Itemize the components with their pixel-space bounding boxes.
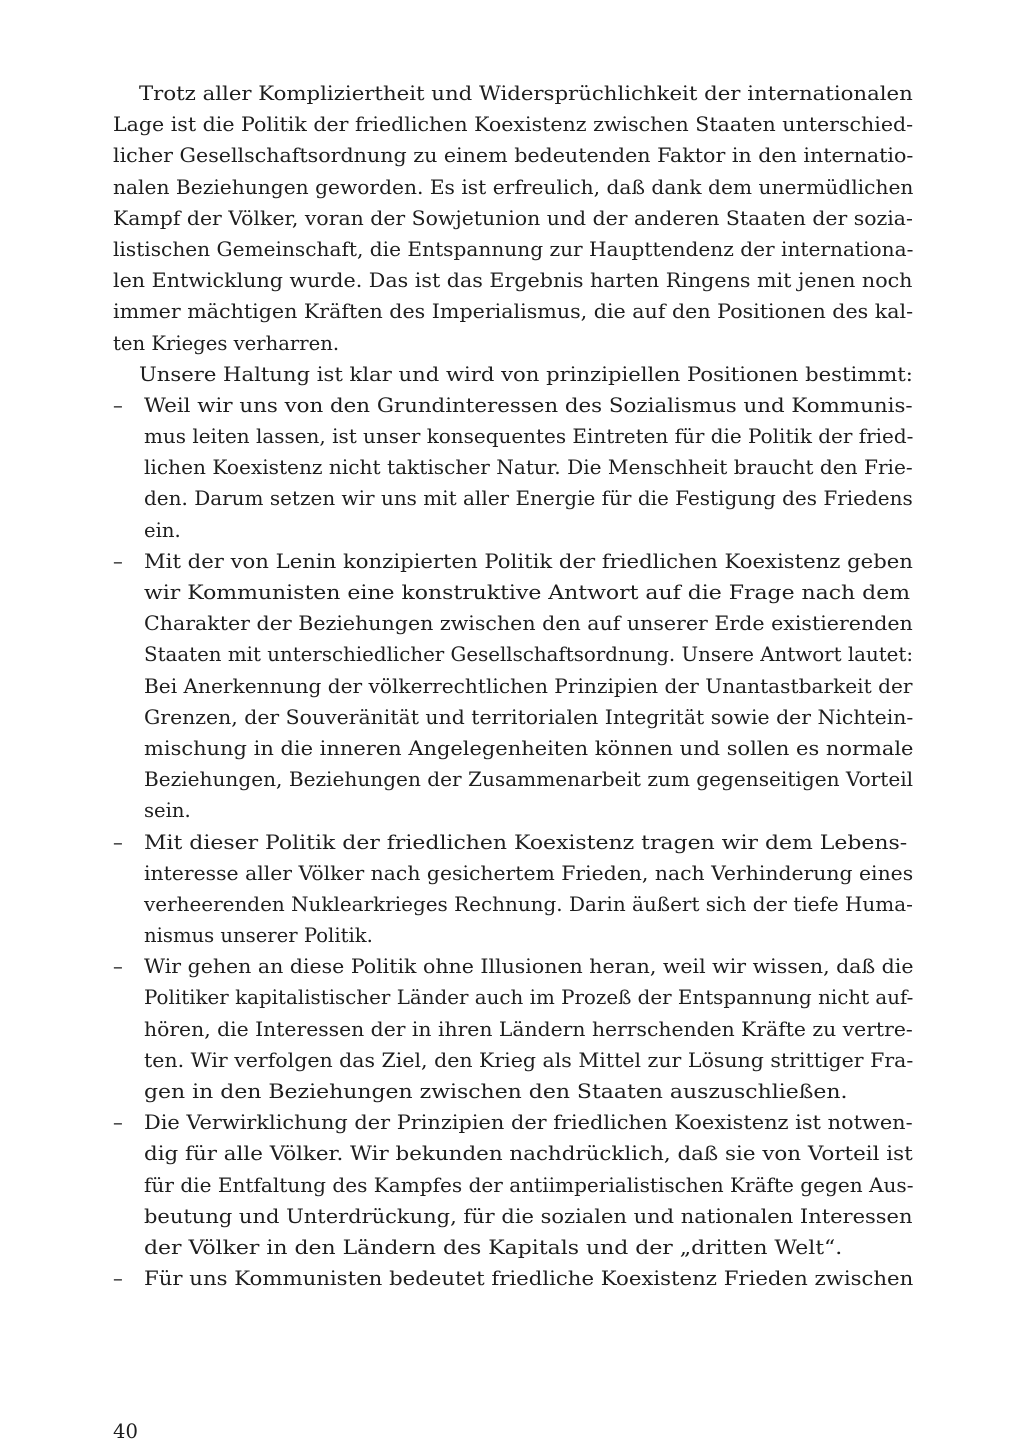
list-item-start-line [113, 827, 913, 858]
text-line [113, 608, 913, 639]
text-line [113, 733, 913, 764]
text-line [113, 1170, 913, 1201]
line-text: ein. [144, 518, 181, 542]
line-text: Weil wir uns von den Grundinteressen des Sozialismus und Kommunis- [144, 393, 913, 417]
body-text [113, 78, 913, 1294]
text-line [113, 140, 913, 171]
text-line [113, 265, 913, 296]
line-text: beutung und Unterdrückung, für die sozialen und nationalen Interessen [144, 1204, 913, 1228]
text-line [113, 982, 913, 1013]
line-text: immer mächtigen Kräften des Imperialismus, die auf den Positionen des kal- [113, 300, 914, 324]
line-text: lichen Koexistenz nicht taktischer Natur. Die Menschheit braucht den Frie- [144, 456, 913, 480]
text-line [113, 795, 913, 826]
text-line [113, 78, 913, 109]
line-text: mus leiten lassen, ist unser konsequentes Eintreten für die Politik der fried- [144, 425, 914, 449]
list-dash: – [113, 1267, 123, 1291]
list-item-start-line [113, 390, 913, 421]
line-text: Beziehungen, Beziehungen der Zusammenarbeit zum gegenseitigen Vorteil [144, 768, 914, 792]
line-text: für die Entfaltung des Kampfes der antiimperialistischen Kräfte gegen Aus- [144, 1173, 914, 1197]
text-line [113, 1014, 913, 1045]
list-dash: – [113, 1111, 123, 1135]
list-item-start-line [113, 546, 913, 577]
list-item-start-line [113, 1263, 913, 1294]
line-text: Die Verwirklichung der Prinzipien der friedlichen Koexistenz ist notwen- [144, 1111, 913, 1135]
text-line [113, 671, 913, 702]
text-line [113, 421, 913, 452]
line-text: nalen Beziehungen geworden. Es ist erfreulich, daß dank dem unermüdlichen [113, 175, 914, 199]
line-text: licher Gesellschaftsordnung zu einem bedeutenden Faktor in den internatio- [113, 144, 914, 168]
line-text: Unsere Haltung ist klar und wird von prinzipiellen Positionen bestimmt: [139, 362, 913, 386]
text-line [113, 483, 913, 514]
page-number: 40 [113, 1420, 138, 1443]
text-line [113, 920, 913, 951]
text-line [113, 764, 913, 795]
text-line [113, 1201, 913, 1232]
text-line [113, 328, 913, 359]
line-text: sein. [144, 799, 191, 823]
text-line [113, 1138, 913, 1169]
line-text: Charakter der Beziehungen zwischen den auf unserer Erde existierenden [144, 612, 913, 636]
line-text: Für uns Kommunisten bedeutet friedliche Koexistenz Frieden zwischen [144, 1267, 914, 1291]
text-line [113, 359, 913, 390]
text-line [113, 1076, 913, 1107]
line-text: Bei Anerkennung der völkerrechtlichen Prinzipien der Unantastbarkeit der [144, 674, 913, 698]
line-text: Mit dieser Politik der friedlichen Koexistenz tragen wir dem Lebens- [144, 830, 908, 854]
text-line [113, 203, 913, 234]
line-text: Mit der von Lenin konzipierten Politik der friedlichen Koexistenz geben [144, 549, 913, 573]
line-text: Kampf der Völker, voran der Sowjetunion und der anderen Staaten der sozia- [113, 206, 913, 230]
text-line [113, 889, 913, 920]
text-line [113, 109, 913, 140]
line-text: Lage ist die Politik der friedlichen Koexistenz zwischen Staaten unterschied- [113, 113, 914, 137]
text-line [113, 577, 913, 608]
line-text: Staaten mit unterschiedlicher Gesellschaftsordnung. Unsere Antwort lautet: [144, 643, 914, 667]
list-dash: – [113, 955, 123, 979]
line-text: Grenzen, der Souveränität und territorialen Integrität sowie der Nichtein- [144, 705, 914, 729]
line-text: der Völker in den Ländern des Kapitals und der „dritten Welt“. [144, 1235, 843, 1259]
text-line [113, 639, 913, 670]
text-line [113, 702, 913, 733]
line-text: wir Kommunisten eine konstruktive Antwort auf die Frage nach dem [144, 581, 911, 604]
line-text: nismus unserer Politik. [144, 924, 373, 948]
line-text: ten. Wir verfolgen das Ziel, den Krieg als Mittel zur Lösung strittiger Fra- [144, 1048, 914, 1072]
line-text: Politiker kapitalistischer Länder auch im Prozeß der Entspannung nicht auf- [144, 986, 914, 1010]
line-text: gen in den Beziehungen zwischen den Staaten auszuschließen. [144, 1080, 848, 1103]
line-text: hören, die Interessen der in ihren Ländern herrschenden Kräfte zu vertre- [144, 1017, 913, 1041]
line-text: mischung in die inneren Angelegenheiten können und sollen es normale [144, 736, 914, 760]
list-dash: – [113, 830, 123, 854]
line-text: Wir gehen an diese Politik ohne Illusionen heran, weil wir wissen, daß die [144, 955, 914, 979]
text-line [113, 296, 913, 327]
line-text: ten Krieges verharren. [113, 331, 340, 355]
list-dash: – [113, 549, 123, 573]
list-item-start-line [113, 1107, 913, 1138]
line-text: dig für alle Völker. Wir bekunden nachdrücklich, daß sie von Vorteil ist [144, 1142, 913, 1166]
line-text: interesse aller Völker nach gesichertem Frieden, nach Verhinderung eines [144, 861, 914, 885]
line-text: len Entwicklung wurde. Das ist das Ergebnis harten Ringens mit jenen noch [113, 269, 913, 293]
line-text: Trotz aller Kompliziertheit und Widersprüchlichkeit der internationalen [139, 82, 913, 105]
text-line [113, 1045, 913, 1076]
text-line [113, 858, 913, 889]
text-line [113, 452, 913, 483]
text-line [113, 172, 913, 203]
line-text: verheerenden Nuklearkrieges Rechnung. Darin äußert sich der tiefe Huma- [144, 892, 913, 916]
line-text: den. Darum setzen wir uns mit aller Energie für die Festigung des Friedens [144, 487, 913, 511]
text-line [113, 515, 913, 546]
list-item-start-line [113, 951, 913, 982]
text-line [113, 234, 913, 265]
list-dash: – [113, 393, 123, 417]
line-text: listischen Gemeinschaft, die Entspannung zur Haupttendenz der internationa- [113, 237, 914, 261]
text-line [113, 1232, 913, 1263]
